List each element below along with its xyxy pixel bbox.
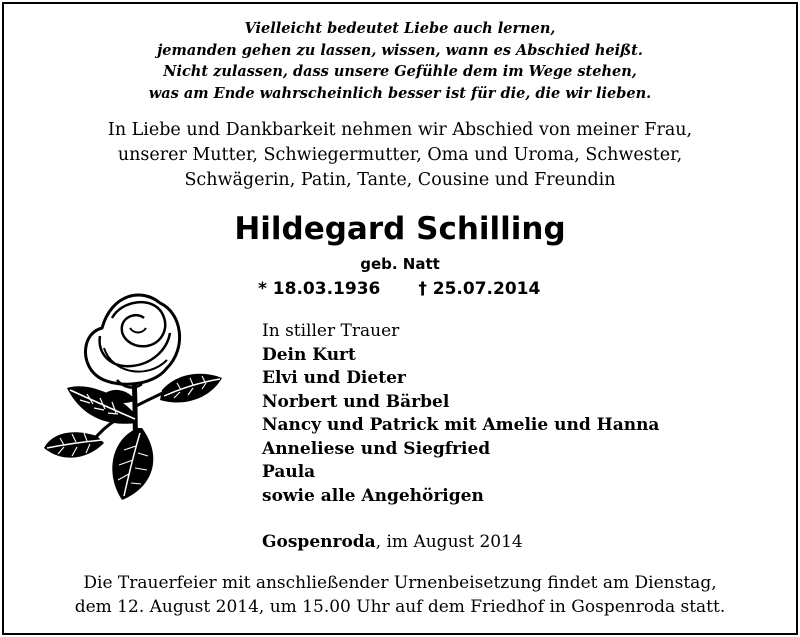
mourners-list	[262, 320, 659, 508]
poem-line: was am Ende wahrscheinlich besser ist für die, die wir lieben.	[148, 84, 652, 102]
deceased-name: Hildegard Schilling	[234, 211, 566, 247]
mourner: sowie alle Angehörigen	[262, 485, 484, 506]
birth-date: * 18.03.1936	[258, 279, 381, 299]
intro-text	[0, 118, 800, 193]
mourner: Nancy und Patrick mit Amelie und Hanna	[262, 415, 660, 435]
mourner: Norbert und Bärbel	[262, 391, 450, 412]
service-line: Die Trauerfeier mit anschließender Urnenbeisetzung findet am Dienstag,	[83, 573, 717, 593]
poem-line: Vielleicht bedeutet Liebe auch lernen,	[244, 20, 556, 37]
mourner: Elvi und Dieter	[262, 368, 406, 388]
service-notice	[0, 572, 800, 619]
life-dates	[258, 278, 540, 300]
mourner: Anneliese und Siegfried	[262, 438, 491, 459]
intro-line: unserer Mutter, Schwiegermutter, Oma und Uroma, Schwester,	[117, 145, 683, 165]
place-town: Gospenroda	[262, 532, 376, 552]
mourners-lead: In stiller Trauer	[262, 321, 400, 341]
poem-line: jemanden gehen zu lassen, wissen, wann es Abschied heißt.	[157, 41, 643, 59]
intro-line: In Liebe und Dankbarkeit nehmen wir Abschied von meiner Frau,	[107, 120, 693, 140]
mourner: Dein Kurt	[262, 344, 356, 365]
intro-line: Schwägerin, Patin, Tante, Cousine und Freundin	[184, 170, 616, 190]
death-date: † 25.07.2014	[418, 279, 541, 299]
poem	[0, 18, 800, 104]
mourner: Paula	[262, 462, 316, 482]
rose-icon	[42, 288, 224, 503]
birth-name: geb. Natt	[360, 255, 440, 273]
place-date-text: , im August 2014	[375, 532, 523, 552]
service-line: dem 12. August 2014, um 15.00 Uhr auf dem Friedhof in Gospenroda statt.	[74, 596, 726, 617]
place-date	[262, 531, 523, 554]
poem-line: Nicht zulassen, dass unsere Gefühle dem im Wege stehen,	[163, 63, 637, 80]
